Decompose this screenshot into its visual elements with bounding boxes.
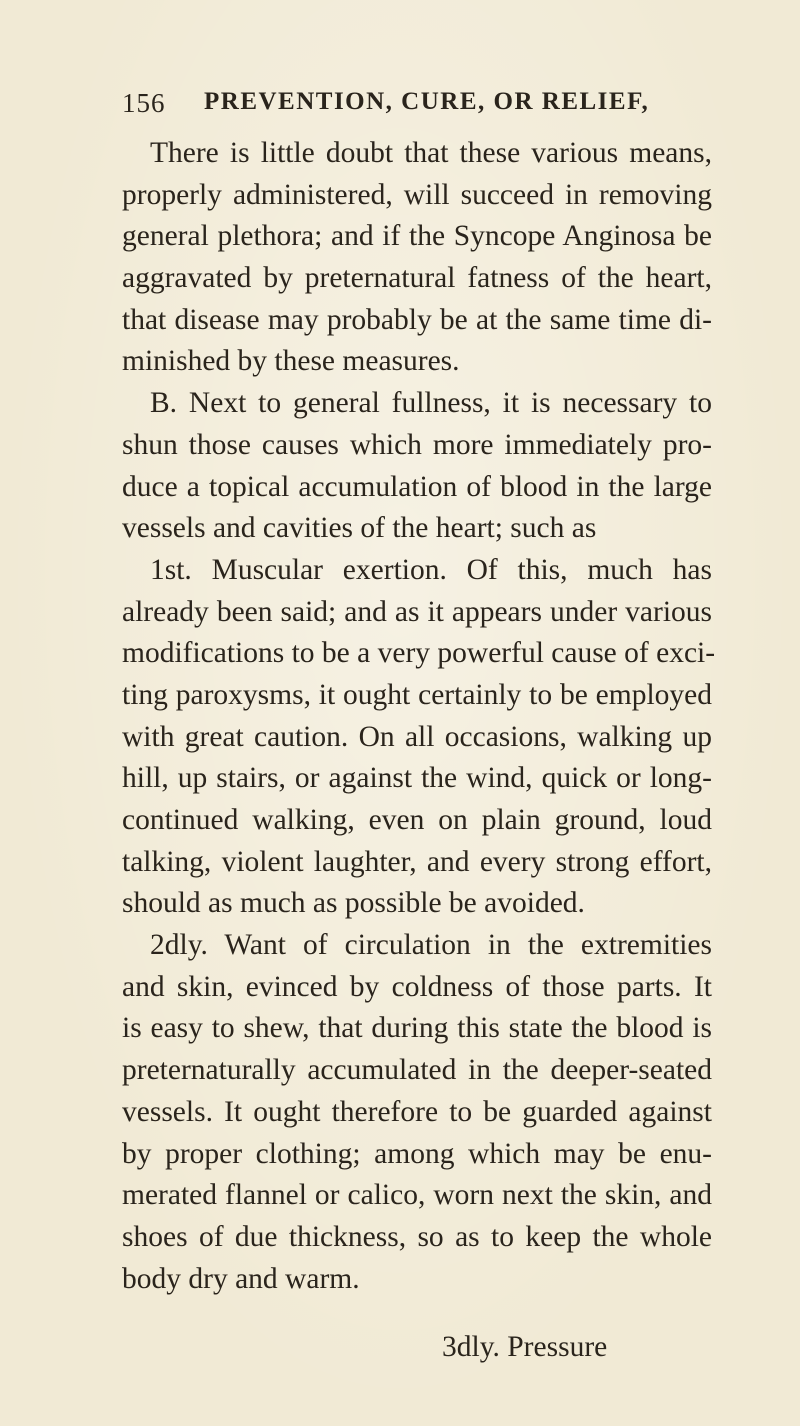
- text-line: 2dly. Want of circulation in the extremities: [150, 929, 712, 962]
- text-line: continued walking, even on plain ground, loud: [122, 804, 712, 836]
- text-line: merated flannel or calico, worn next the skin, and: [122, 1179, 712, 1212]
- text-line: talking, violent laughter, and every strong effort,: [122, 845, 712, 878]
- text-line: body dry and warm.: [122, 1262, 360, 1295]
- running-head: [122, 88, 702, 128]
- text-line: and skin, evinced by coldness of those parts. It: [122, 970, 712, 1003]
- catchword: 3dly. Pressure: [442, 1331, 608, 1363]
- text-line: aggravated by preternatural fatness of the heart,: [122, 262, 712, 295]
- text-line: ting paroxysms, it ought certainly to be employed: [122, 678, 712, 711]
- text-line: shun those causes which more immediately pro-: [122, 428, 712, 461]
- text-line: vessels. It ought therefore to be guarded against: [122, 1095, 712, 1128]
- text-line: modifications to be a very powerful cause of exci-: [122, 637, 716, 670]
- text-line: that disease may probably be at the same time di-: [122, 303, 712, 336]
- text-line: 1st. Muscular exertion. Of this, much has: [150, 553, 712, 586]
- text-line: by proper clothing; among which may be enu-: [122, 1137, 712, 1170]
- text-line: vessels and cavities of the heart; such as: [122, 512, 597, 545]
- text-line: There is little doubt that these various means,: [150, 137, 712, 169]
- text-line: hill, up stairs, or against the wind, quick or long-: [122, 762, 712, 795]
- text-line: shoes of due thickness, so as to keep the whole: [122, 1220, 712, 1253]
- text-line: minished by these measures.: [122, 345, 460, 378]
- text-line: preternaturally accumulated in the deeper-seated: [122, 1054, 712, 1087]
- text-line: is easy to shew, that during this state the blood is: [122, 1012, 712, 1045]
- text-line: properly administered, will succeed in removing: [122, 178, 712, 211]
- text-line: already been said; and as it appears under various: [122, 595, 712, 628]
- text-line: duce a topical accumulation of blood in the large: [122, 470, 712, 503]
- text-line: general plethora; and if the Syncope Anginosa be: [122, 220, 712, 253]
- text-line: should as much as possible be avoided.: [122, 887, 585, 920]
- page-number: 156: [122, 88, 166, 118]
- text-line: with great caution. On all occasions, walking up: [122, 720, 712, 753]
- body-text: [122, 133, 716, 1300]
- text-line: B. Next to general fullness, it is necessary to: [150, 387, 712, 420]
- running-head-title: PREVENTION, CURE, OR RELIEF,: [204, 88, 650, 115]
